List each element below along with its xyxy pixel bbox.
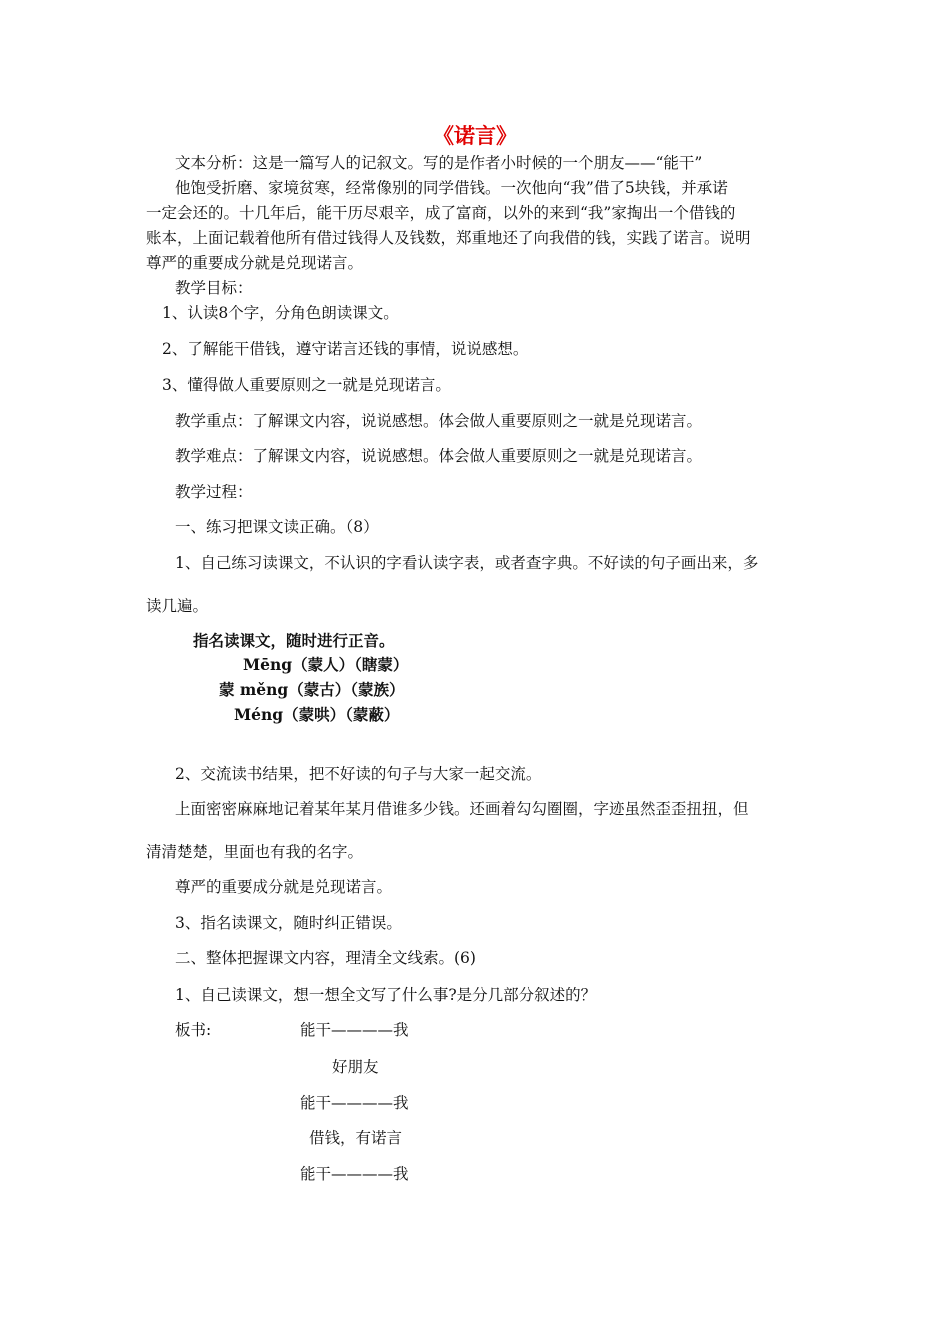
analysis-line-5: 尊严的重要成分就是兑现诺言。 [146,254,364,272]
part1-step1-line1: 1、自己练习读课文，不认识的字看认读字表，或者查字典。不好读的句子画出来，多 [175,554,759,572]
quote-line-1: 上面密密麻麻地记着某年某月借谁多少钱。还画着勾勾圈圈，字迹虽然歪歪扭扭，但 [175,800,749,818]
difficulty-point: 教学难点：了解课文内容，说说感想。体会做人重要原则之一就是兑现诺言。 [175,447,703,465]
goal-item: 2、了解能干借钱，遵守诺言还钱的事情，说说感想。 [162,340,529,358]
pinyin-line-1: Mēng（蒙人）（瞎蒙） [243,655,409,674]
goal-item: 3、懂得做人重要原则之一就是兑现诺言。 [162,376,451,394]
goal-item: 1、认读8个字，分角色朗读课文。 [162,304,399,322]
part2-heading: 二、整体把握课文内容，理清全文线索。(6) [175,949,476,967]
board-line: 能干————我 [300,1094,409,1112]
part1-heading: 一、练习把课文读正确。（8） [175,518,379,536]
board-label: 板书: [175,1021,212,1039]
key-point: 教学重点：了解课文内容，说说感想。体会做人重要原则之一就是兑现诺言。 [175,412,703,430]
part1-step2: 2、交流读书结果，把不好读的句子与大家一起交流。 [175,765,542,783]
board-line: 能干————我 [300,1021,409,1039]
document-title: 《诺言》 [433,123,517,148]
quote-dignity: 尊严的重要成分就是兑现诺言。 [175,878,393,896]
goals-heading: 教学目标： [175,279,253,297]
board-line: 借钱，有诺言 [309,1129,403,1147]
pinyin-line-2: 蒙 měng（蒙古）（蒙族） [219,680,405,699]
analysis-line-4: 账本，上面记载着他所有借过钱得人及钱数，郑重地还了向我借的钱，实践了诺言。说明 [146,229,751,247]
analysis-line-1: 文本分析：这是一篇写人的记叙文。写的是作者小时候的一个朋友——“能干” [175,154,703,172]
board-line: 好朋友 [332,1058,379,1076]
board-line: 能干————我 [300,1165,409,1183]
part1-step3: 3、指名读课文，随时纠正错误。 [175,914,402,932]
pinyin-line-3: Méng（蒙哄）（蒙蔽） [234,705,400,724]
quote-line-2: 清清楚楚，里面也有我的名字。 [146,843,364,861]
part1-step1-line2: 读几遍。 [146,597,209,615]
analysis-line-3: 一定会还的。十几年后，能干历尽艰辛，成了富商，以外的来到“我”家掏出一个借钱的 [146,204,736,222]
process-heading: 教学过程： [175,483,253,501]
analysis-line-2: 他饱受折磨、家境贫寒，经常像别的同学借钱。一次他向“我”借了5块钱，并承诺 [175,179,728,197]
part2-step1: 1、自己读课文，想一想全文写了什么事?是分几部分叙述的？ [175,986,597,1004]
bold-reading-heading: 指名读课文，随时进行正音。 [193,631,395,650]
